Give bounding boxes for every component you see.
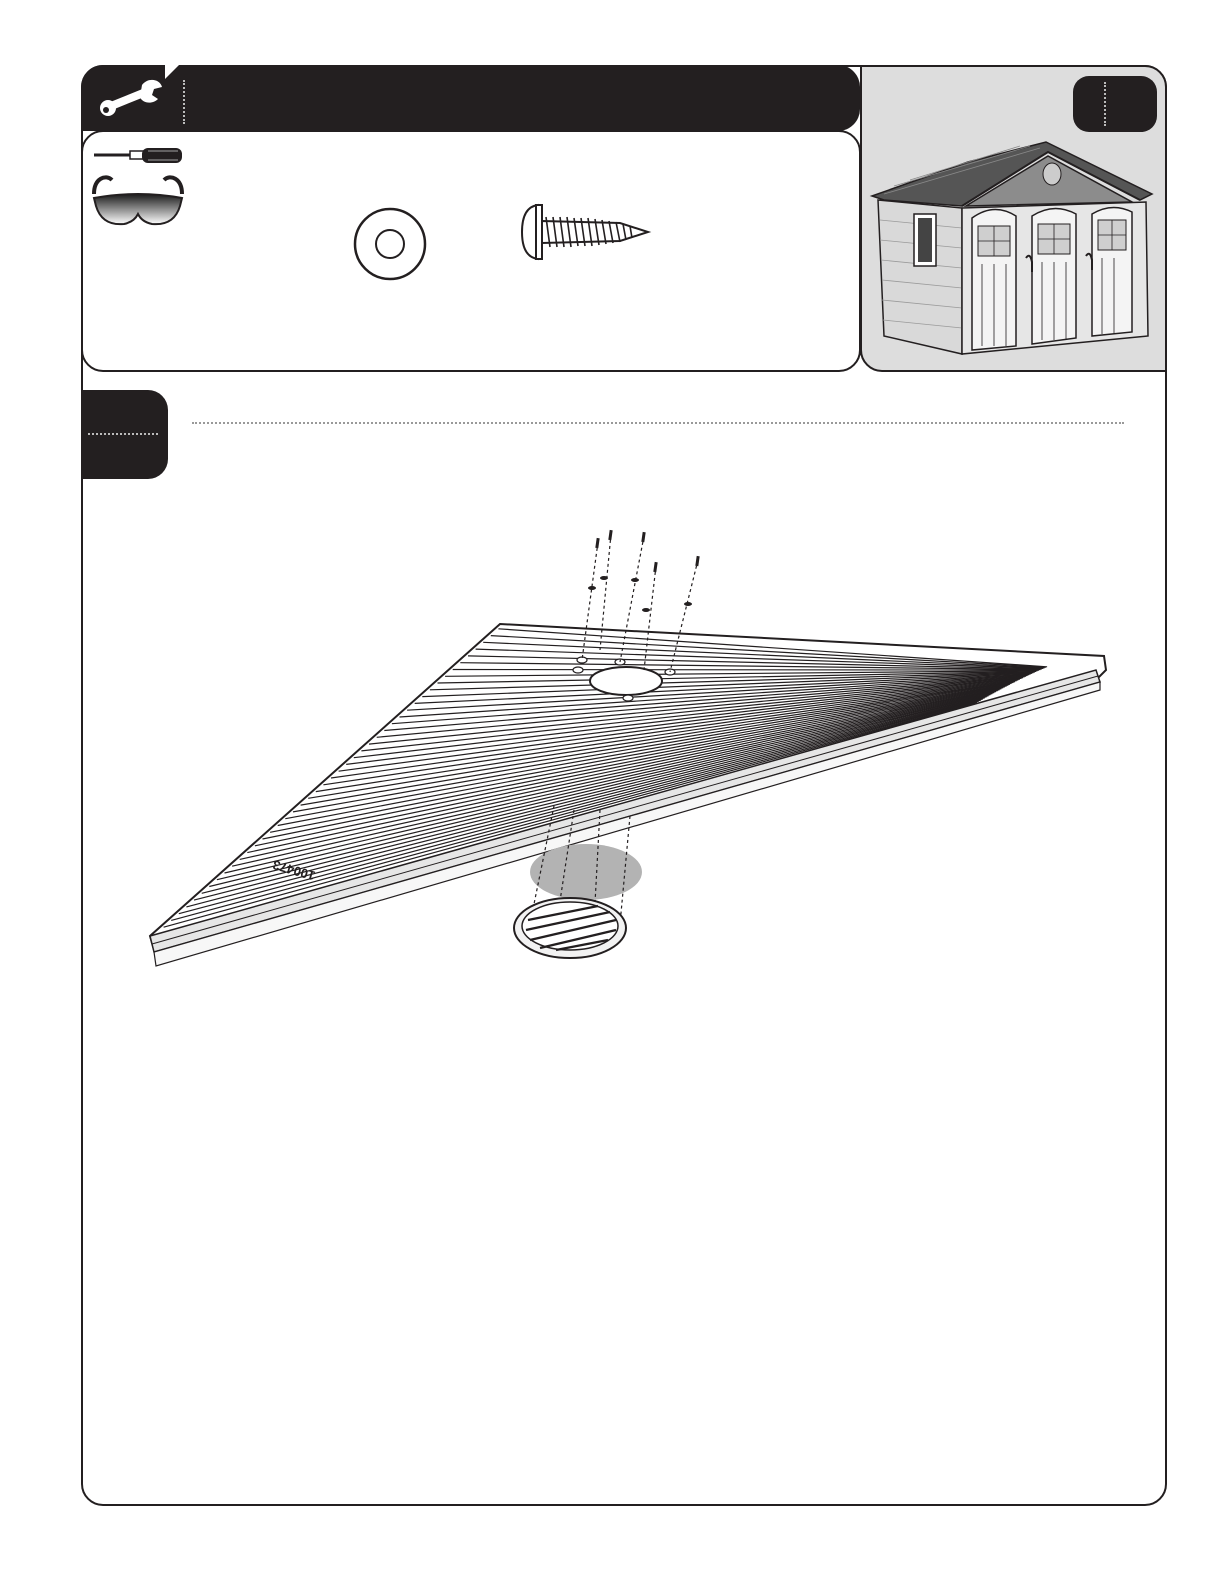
header-notch (165, 65, 193, 79)
vent-cover (514, 898, 626, 958)
safety-glasses-icon (90, 172, 186, 228)
panel-label: 100473 (270, 857, 317, 884)
step-tab-divider (88, 433, 158, 435)
screws (595, 530, 699, 572)
step-divider (192, 422, 1124, 424)
wrench-icon (98, 77, 164, 119)
parts-panel (81, 130, 861, 372)
screwdriver-icon (90, 144, 184, 166)
page-badge-divider (1104, 82, 1106, 126)
washer-icon (353, 207, 427, 281)
roof-gable-diagram (130, 520, 1120, 990)
page-badge (1073, 76, 1157, 132)
header-divider (183, 80, 185, 124)
vent-hole (590, 667, 662, 695)
panel-rib (453, 670, 1039, 671)
screw-icon (520, 203, 652, 261)
shed-icon (870, 140, 1158, 358)
header-bar (81, 65, 860, 131)
